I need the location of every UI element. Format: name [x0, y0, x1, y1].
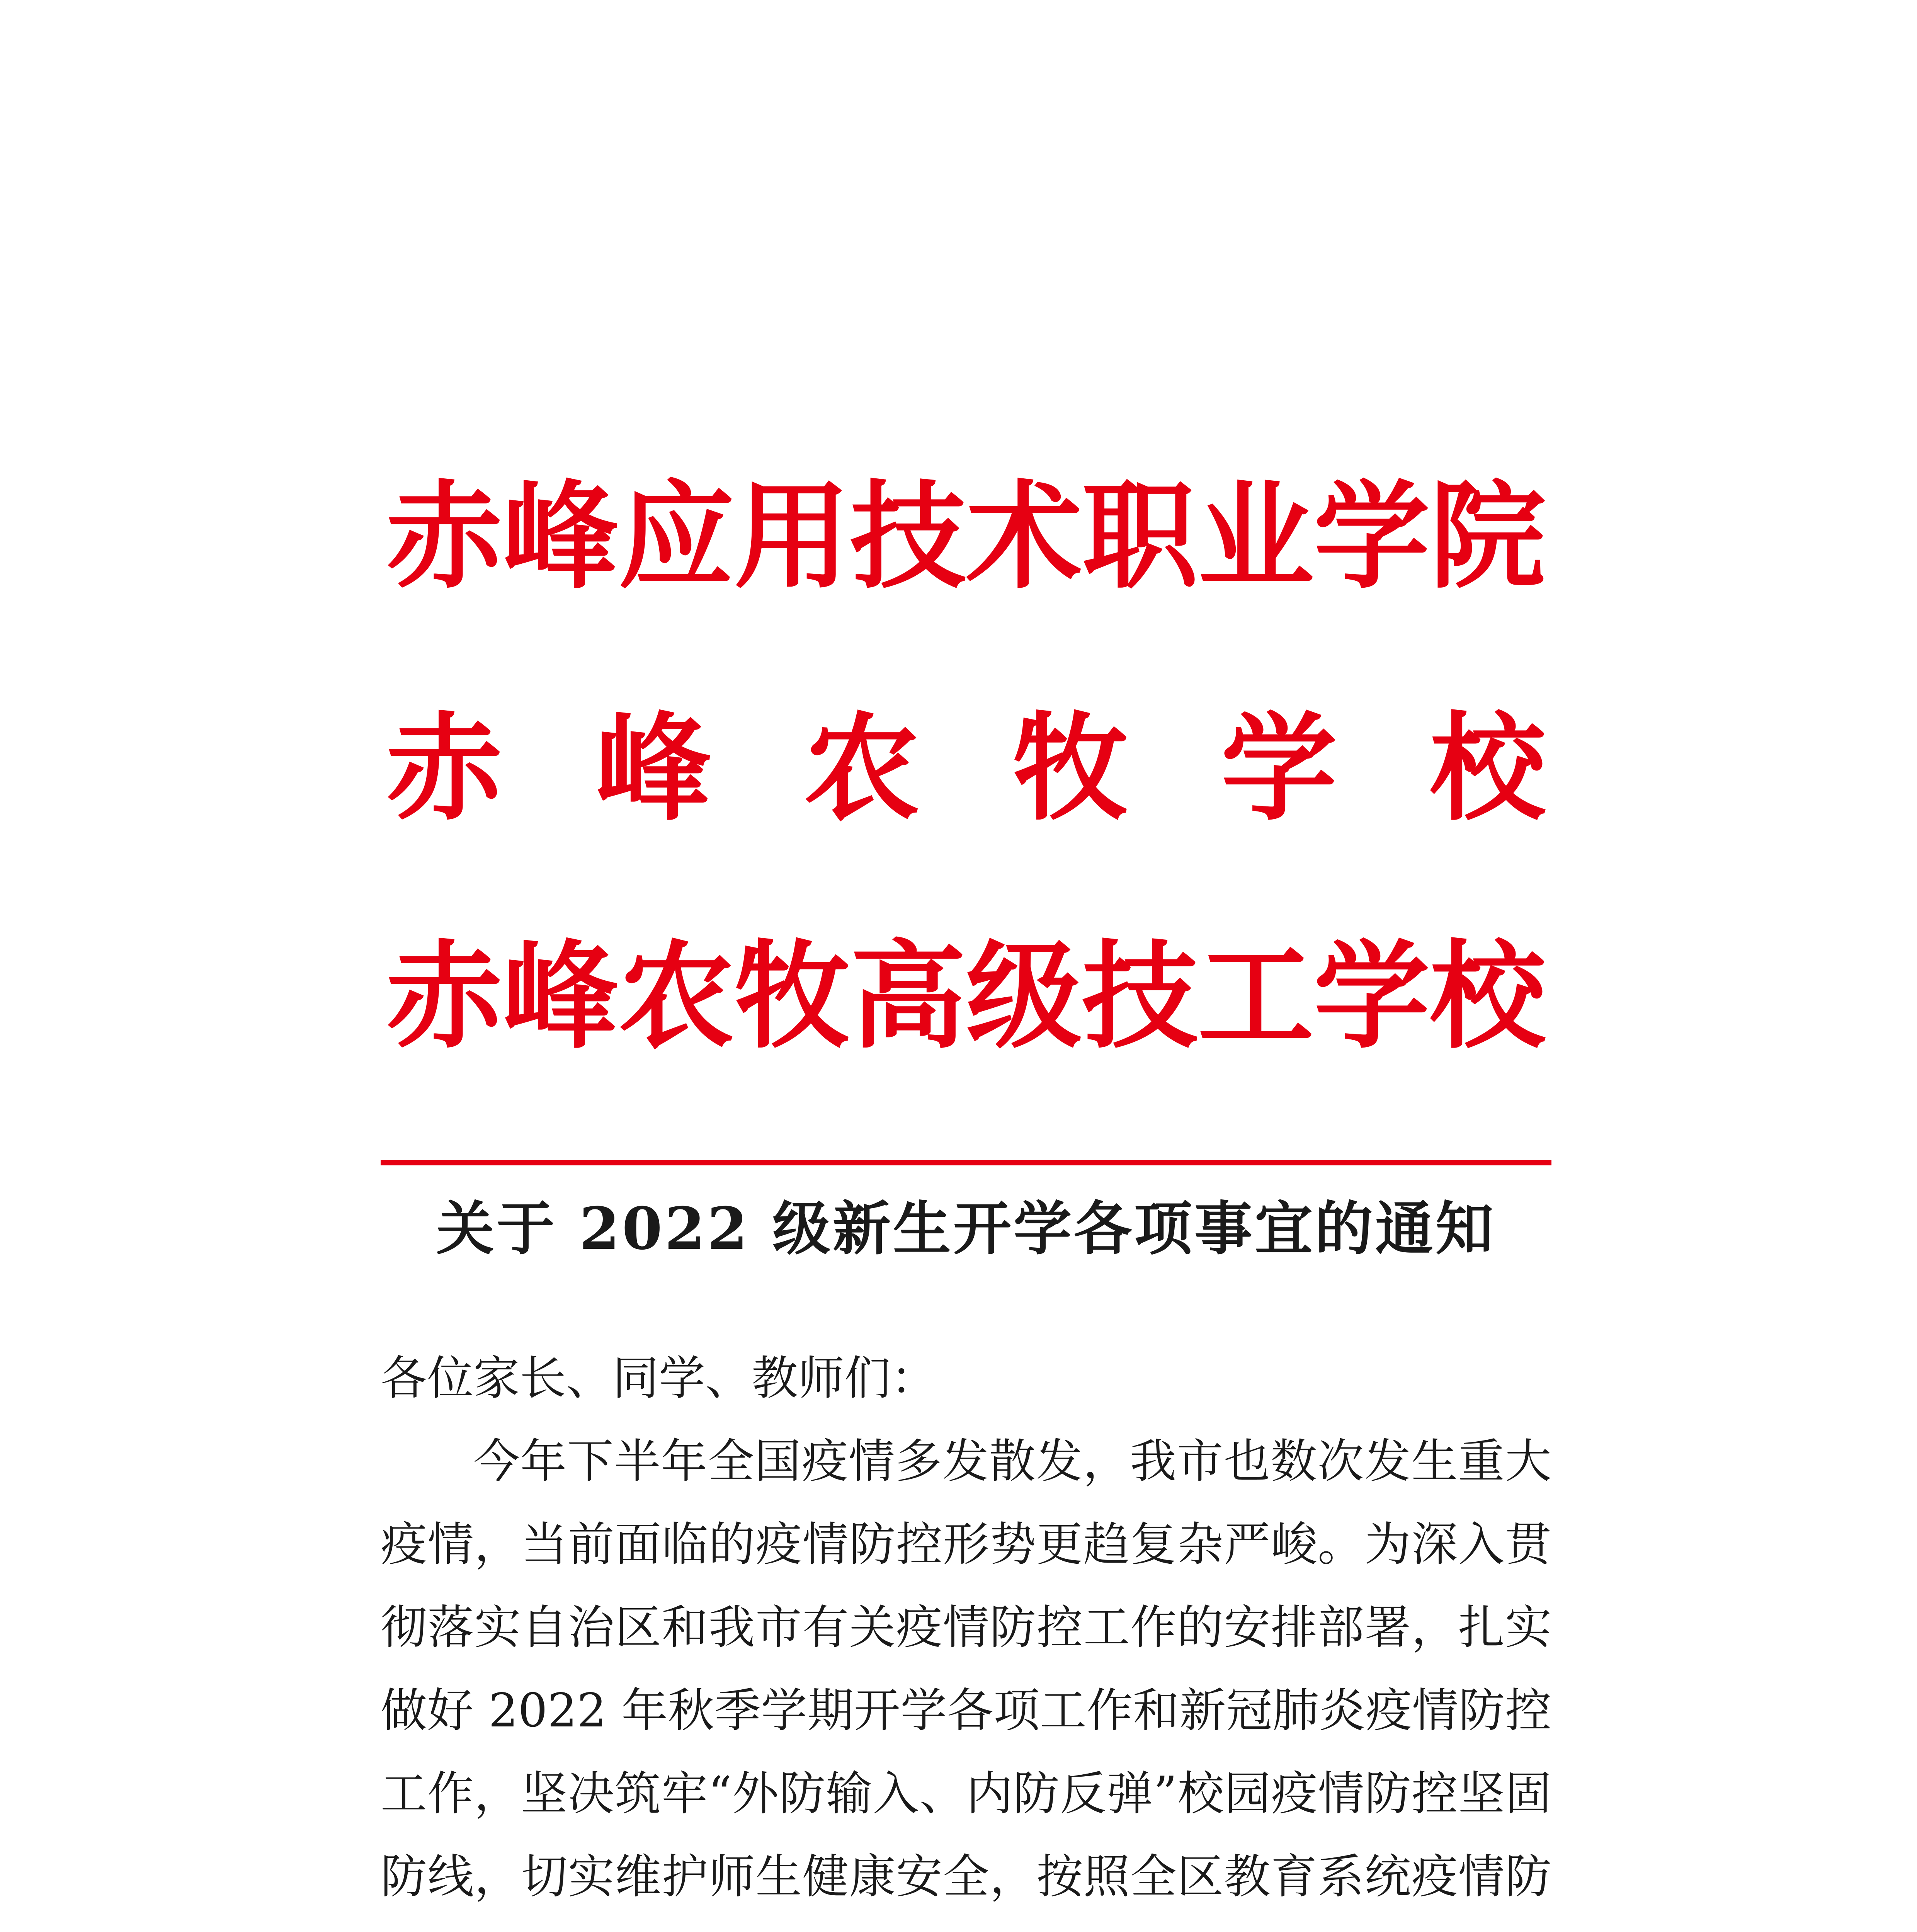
letterhead-char: 院	[1430, 469, 1546, 604]
notice-title: 关于 2022 级新生开学各项事宜的通知	[436, 1195, 1496, 1263]
letterhead-char: 术	[966, 469, 1082, 604]
red-divider-rule	[381, 1160, 1551, 1165]
letterhead-char: 技	[1082, 929, 1198, 1064]
letterhead-char: 校	[1430, 701, 1546, 836]
letterhead-char: 峰	[502, 929, 618, 1064]
letterhead-char: 农	[804, 701, 920, 836]
letterhead-char: 牧	[1012, 701, 1128, 836]
letterhead-char: 校	[1430, 929, 1546, 1064]
letterhead-char: 工	[1198, 929, 1314, 1064]
letterhead-char: 赤	[386, 701, 502, 836]
letterhead-char: 赤	[386, 929, 502, 1064]
letterhead-char: 学	[1221, 701, 1337, 836]
letterhead-char: 牧	[734, 929, 850, 1064]
notice-body	[381, 1337, 1551, 1932]
letterhead-line-3	[386, 929, 1546, 1064]
letterhead-char: 峰	[502, 469, 618, 604]
paragraph-intro: 今年下半年全国疫情多发散发，我市也数次发生重大疫情，当前面临的疫情防控形势更趋复杂严峻。为深入贯彻落实自治区和我市有关疫情防控工作的安排部署，扎实做好 2022 年秋季学期开学各项工作和新冠肺炎疫情防控工作，坚决筑牢“外防输入、内防反弹”校园疫情防控坚固防线，切实维护师生健康安全，按照全区教育系统疫情防	[381, 1435, 1551, 1904]
letterhead-char: 学	[1314, 469, 1430, 604]
letterhead-line-1	[386, 469, 1546, 604]
letterhead-char: 业	[1198, 469, 1314, 604]
letterhead-char: 峰	[595, 701, 711, 836]
letterhead-char: 高	[850, 929, 966, 1064]
letterhead-char: 农	[618, 929, 734, 1064]
salutation: 各位家长、同学、教师们：	[381, 1352, 937, 1405]
letterhead-char: 用	[734, 469, 850, 604]
letterhead-char: 应	[618, 469, 734, 604]
letterhead-char: 职	[1082, 469, 1198, 604]
letterhead-char: 学	[1314, 929, 1430, 1064]
letterhead-line-2	[386, 701, 1546, 836]
letterhead-char: 赤	[386, 469, 502, 604]
letterhead-char: 技	[850, 469, 966, 604]
letterhead-char: 级	[966, 929, 1082, 1064]
